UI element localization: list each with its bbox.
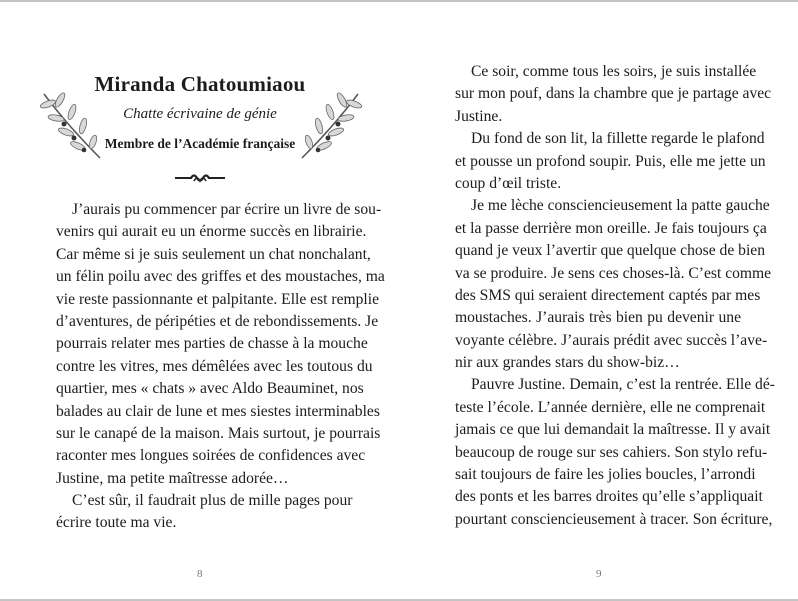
text-line: pourrais relater mes parties de chasse à la mouche [56, 335, 368, 353]
text-line: contre les vitres, mes démêlées avec les toutous du [56, 357, 373, 375]
text-line: raconter mes longues soirées de confidences avec [56, 447, 366, 465]
text-line: sur le canapé de la maison. Mais surtout, je pourrais [56, 424, 381, 442]
author-subtitle: Chatte écrivaine de génie [123, 106, 277, 122]
text-line: J’aurais pu commencer par écrire un livre de sou- [72, 201, 382, 218]
text-line: et pousse un profond soupir. Puis, elle me jette un [455, 152, 766, 170]
text-line: Justine, ma petite maîtresse adorée… [56, 469, 289, 487]
text-line: sait toujours de faire les jolies boucles, l’arrondi [455, 466, 756, 484]
page-number-left: 8 [197, 568, 203, 580]
text-line: va se produire. Je sens ces choses-là. C’est comme [455, 264, 772, 282]
laurel-branch-left-icon [38, 86, 104, 166]
page-number-right: 9 [596, 568, 602, 580]
text-line: voyante célèbre. J’aurais prédit avec succès l’ave- [455, 331, 768, 349]
text-line: coup d’œil triste. [455, 174, 562, 192]
text-line: jamais ce que lui demandait la maîtresse. Il y avait [455, 421, 771, 439]
laurel-branch-right-icon [298, 86, 364, 166]
paragraph [455, 195, 772, 374]
text-line: Ce soir, comme tous les soirs, je suis installée [471, 63, 757, 80]
right-page [399, 0, 798, 601]
right-page-body [455, 61, 775, 531]
left-page-body [56, 199, 385, 535]
paragraph [455, 374, 775, 531]
paragraph [56, 199, 385, 490]
text-line: sur mon pouf, dans la chambre que je partage avec [455, 85, 772, 103]
text-line: écrire toute ma vie. [56, 514, 177, 532]
text-line: d’aventures, de péripéties et de rebondissements. Je [56, 312, 379, 330]
text-line: des ponts et les barres droites qu’elle s’appliquait [455, 488, 763, 506]
text-line: balades au clair de lune et mes siestes interminables [56, 402, 380, 420]
text-line: Car même si je suis seulement un chat nonchalant, [56, 245, 371, 263]
author-title: Miranda Chatoumiaou [94, 72, 306, 96]
text-line: et la passe derrière mon oreille. Je fais toujours ça [455, 219, 767, 237]
text-line: vie reste passionnante et palpitante. Elle est remplie [56, 290, 380, 308]
text-line: beaucoup de rouge sur ses cahiers. Son stylo refu- [455, 443, 768, 461]
text-line: un félin poilu avec des griffes et des moustaches, ma [56, 268, 385, 286]
text-line: quand je veux l’avertir que quelque chose de bien [455, 242, 766, 260]
text-line: C’est sûr, il faudrait plus de mille pages pour [72, 492, 353, 510]
text-line: quartier, mes « chats » avec Aldo Beauminet, nos [56, 380, 364, 398]
text-line: Du fond de son lit, la fillette regarde le plafond [471, 130, 765, 148]
text-line: nir aux grandes stars du show-biz… [455, 354, 680, 372]
text-line: moustaches. J’aurais très bien pu devenir une [455, 309, 741, 327]
text-line: des SMS qui seraient directement captés par mes [455, 286, 761, 304]
paragraph [56, 490, 353, 535]
paragraph [455, 61, 772, 128]
text-line: Je me lèche consciencieusement la patte gauche [471, 197, 770, 215]
paragraph [455, 128, 766, 195]
text-line: pourtant consciencieusement à tracer. Son écriture, [455, 510, 773, 528]
text-line: Pauvre Justine. Demain, c’est la rentrée. Elle dé- [471, 376, 775, 394]
ornament-flourish-icon [174, 172, 226, 184]
text-line: Justine. [455, 107, 503, 125]
author-membership: Membre de l’Académie française [104, 136, 296, 151]
text-line: venirs qui aurait eu un énorme succès en librairie. [56, 223, 367, 241]
text-line: teste l’école. L’année dernière, elle ne comprenait [455, 398, 766, 416]
